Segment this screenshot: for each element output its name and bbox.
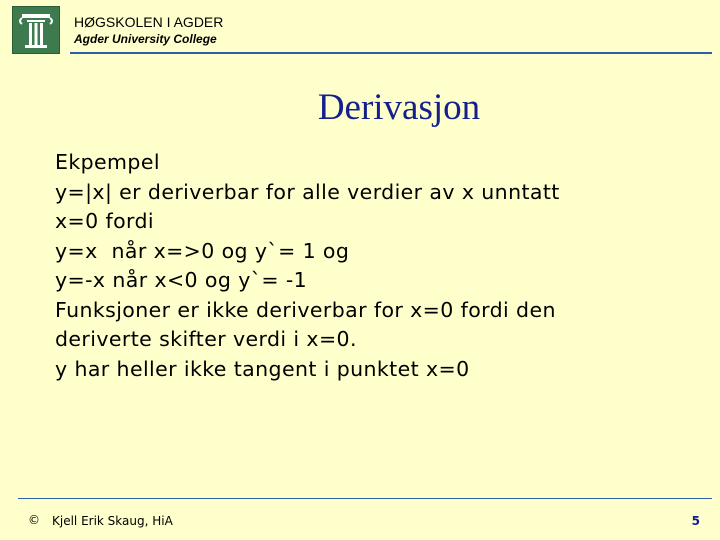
page-number: 5 [691, 514, 700, 528]
school-name-english: Agder University College [74, 32, 217, 46]
school-name: HØGSKOLEN I AGDER [74, 14, 224, 30]
body-line: x=0 fordi [55, 209, 155, 233]
body-line: y=x når x=>0 og y`= 1 og [55, 238, 350, 263]
column-logo-icon [12, 6, 60, 54]
body-line: Funksjoner er ikke deriverbar for x=0 fordi den [55, 297, 556, 322]
slide-title: Derivasjon [317, 87, 481, 128]
body-line: Ekpempel [55, 150, 160, 174]
body-line: y=|x| er deriverbar for alle verdier av x unntatt [55, 179, 560, 204]
copyright-icon: © [28, 513, 40, 527]
body-line: y=-x når x<0 og y`= -1 [55, 268, 308, 292]
slide-body [55, 148, 695, 384]
body-line: y har heller ikke tangent i punktet x=0 [55, 356, 470, 381]
body-line: deriverte skifter verdi i x=0. [55, 327, 357, 351]
footer-divider [18, 498, 712, 499]
header-divider [70, 52, 712, 54]
footer-author: Kjell Erik Skaug, HiA [52, 514, 173, 528]
